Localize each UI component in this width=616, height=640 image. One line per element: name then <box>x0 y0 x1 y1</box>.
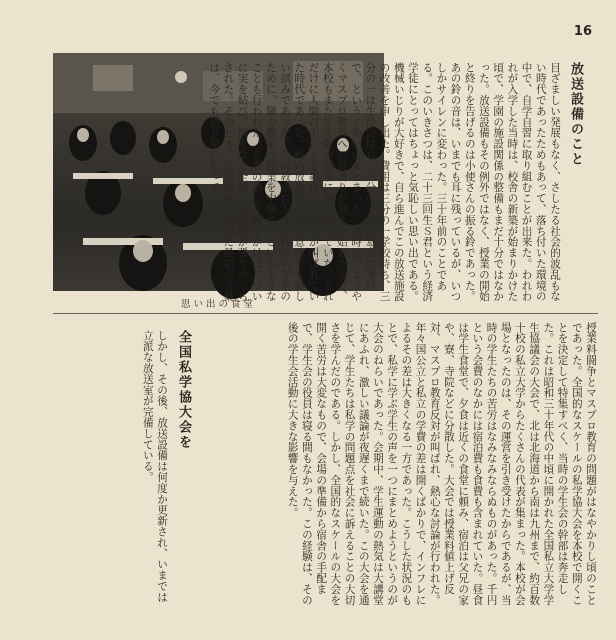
article-body-convention-left: しかし、その後、放送設備は何度か更新され、いまでは立派な放送室が完備している。 <box>141 330 168 603</box>
section-heading-broadcast: 放送設備のこと <box>568 62 583 167</box>
article-body-convention-right: 授業料闘争とマスプロ教育の問題がはなやかりし頃のことであった。全国的なスケールの私学協大会を本校で開くことを決定して特集すべく、当時の学生会の幹部は奔走した。これは昭和三十年代の中頃に開かれた全国私立大学学生協議会の大会で、北は北海道から南は九州まで、約百数十校の私立大学からたくさんの代表が集まった。本校が会場となったのは、その運営を引き受けたからであるが、当時の学生たちの苦労はなみなみならぬものがあった。千円という会費のなかには宿泊費も食費も含まれていた。昼食は学生食堂で、夕食は近くの食堂に頼み、宿泊は父兄の家や、寮、寺院などに分散した。大会では授業料値上げ反対、マスプロ教育反対が叫ばれ、熱心な討論が行われた。年々国公立と私立の学費の差は開くばかりで、インフレによるその差は大きくなる一方であった。こうした状況のもとで、私学に学ぶ学生の声を一つにまとめようというのが大会のねらいであった。会期中、学生運動の熱気は大講堂にあふれ、激しい議論が夜遅くまで続いた。この大会を通じて、学生たちは私学の問題点を社会に訴えることの大切さを学んだのである。しかし、全国的なスケールの大会を開く苦労は大変なもので、会場の準備から宿舎の手配まで、学生会の役員は寝る間もなかった。この経験は、その後の学生会活動に大きな影響を与えた。 <box>286 322 597 606</box>
page-number: 16 <box>573 24 592 39</box>
photo-caption: 思い出の食堂 <box>180 299 256 310</box>
article-body-broadcast-right: 目ざましい発展もなく、さしたる社会的波乱もない時代であったためもあって、落ち付いた環境の中で、自学自習に取り組むことが出来た。われわれが入学した当時は、校舎の新築が始まりかけた頃で、学園の施設関係の整備もまだ十分ではなかった。放送設備もその例外ではなく、授業の開始と終りを告げるのは小使さんの振る鈴であった。あの鈴の音は、いまでも耳に残っているが、いつしかサイレンに変わった。三十年前のことである。このいきさつは、二十三回生Ｓ君という経済学徒にとってはちょっと気恥しい思い出である。機械いじりが大好きで、自ら進んでこの放送施設の改善を申し出た。費用は三分の一学校持ち、三分の一は生徒会持ち、三分の一は同窓会の寄付で、というぐあいにまとまった。当時は、ようやくマスプロ教育への風当りが強まり始めた頃で、本校もまた学生数の増加に頭を痛めていた。それだけに人間の手による教育の大切さが叫ばれていた時代であった。校内放送は、その意味でも新しい試みであった。合同教室に入りきれない学生のために、隣の教室へ授業を中継するというようなことも行われた。Ｓ君の熱心な働きかけは、ついに実を結び、間もなく全校に放送網が張りめぐらされた。そのとき、放送室から流れた最初の言葉は、今でも語り草になっている。 <box>208 62 561 302</box>
section-heading-convention: 全国私学協大会を <box>176 330 191 450</box>
section-divider <box>53 313 598 314</box>
